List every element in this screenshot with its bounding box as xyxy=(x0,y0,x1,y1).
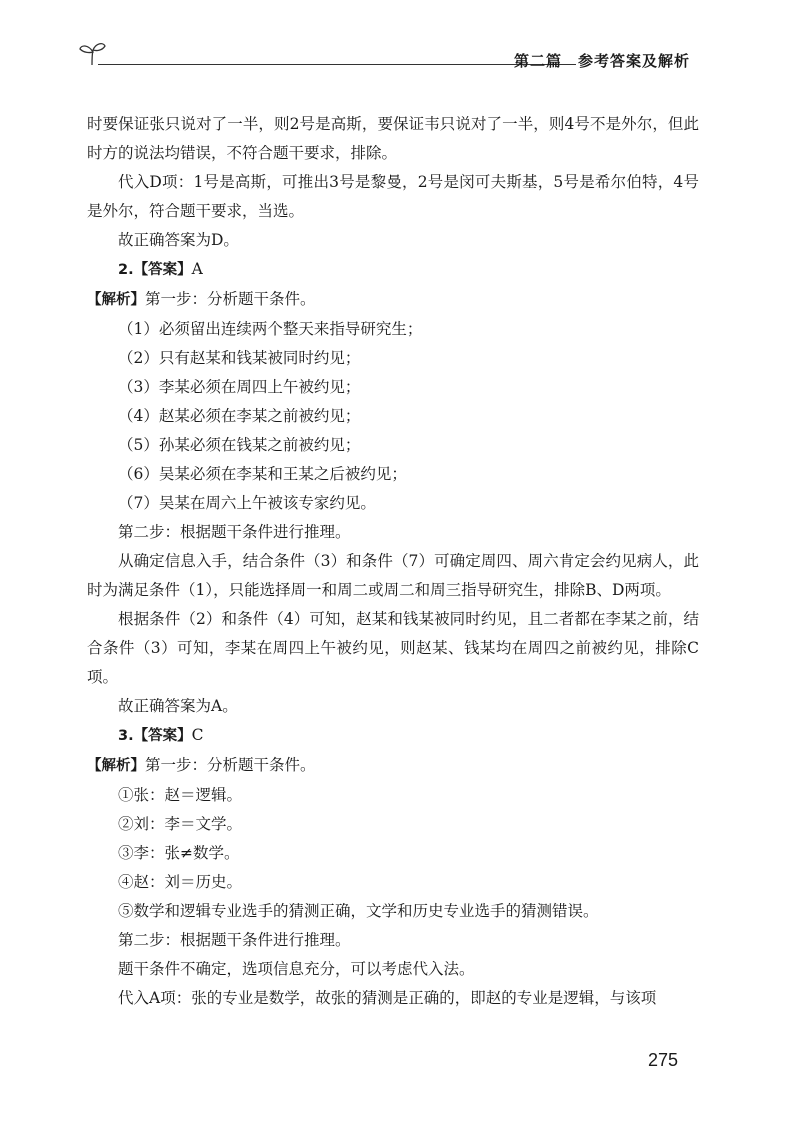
paragraph xyxy=(87,781,699,810)
answer-tag: 2.【答案】 xyxy=(118,262,192,278)
paragraph-text: 代入A项：张的专业是数学，故张的猜测是正确的，即赵的专业是逻辑，与该项 xyxy=(118,989,657,1007)
paragraph xyxy=(87,402,699,431)
paragraph-text: 第二步：根据题干条件进行推理。 xyxy=(118,931,351,949)
paragraph xyxy=(87,431,699,460)
paragraph-text: 根据条件（2）和条件（4）可知，赵某和钱某被同时约见，且二者都在李某之前，结合条件（3）可知，李某在周四上午被约见，则赵某、钱某均在周四之前被约见，排除C项。 xyxy=(87,610,699,686)
paragraph xyxy=(87,255,699,285)
paragraph xyxy=(87,110,699,168)
page-number: 275 xyxy=(648,1050,679,1070)
paragraph xyxy=(87,897,699,926)
paragraph-text: （4）赵某必须在李某之前被约见； xyxy=(118,407,361,425)
paragraph-text: ①张：赵＝逻辑。 xyxy=(118,786,243,804)
paragraph-text: ③李：张≠数学。 xyxy=(118,844,240,862)
paragraph xyxy=(87,168,699,226)
paragraph xyxy=(87,344,699,373)
answer-tag: 【解析】 xyxy=(87,758,145,774)
paragraph-text: A xyxy=(191,260,203,278)
paragraph xyxy=(87,868,699,897)
paragraph xyxy=(87,547,699,605)
paragraph-text: （2）只有赵某和钱某被同时约见； xyxy=(118,349,361,367)
paragraph xyxy=(87,721,699,751)
paragraph xyxy=(87,810,699,839)
header-rule xyxy=(98,64,576,65)
paragraph-text: 故正确答案为A。 xyxy=(118,697,238,715)
paragraph xyxy=(87,692,699,721)
paragraph-text: ②刘：李＝文学。 xyxy=(118,815,243,833)
paragraph xyxy=(87,926,699,955)
paragraph xyxy=(87,315,699,344)
paragraph xyxy=(87,751,699,781)
running-header xyxy=(78,38,690,72)
paragraph-text: 第二步：根据题干条件进行推理。 xyxy=(118,523,351,541)
paragraph-text: ⑤数学和逻辑专业选手的猜测正确，文学和历史专业选手的猜测错误。 xyxy=(118,902,599,920)
paragraph xyxy=(87,984,699,1013)
paragraph-text: 故正确答案为D。 xyxy=(118,231,239,249)
paragraph-text: （5）孙某必须在钱某之前被约见； xyxy=(118,436,361,454)
paragraph-text: C xyxy=(191,726,204,744)
paragraph-text: （7）吴某在周六上午被该专家约见。 xyxy=(118,494,376,512)
paragraph-text: 第一步：分析题干条件。 xyxy=(145,756,316,774)
paragraph-text: 代入D项：1号是高斯，可推出3号是黎曼，2号是闵可夫斯基，5号是希尔伯特，4号是外尔，符合题干要求，当选。 xyxy=(87,173,699,220)
paragraph-text: 时要保证张只说对了一半，则2号是高斯，要保证韦只说对了一半，则4号不是外尔，但此时方的说法均错误，不符合题干要求，排除。 xyxy=(87,115,699,162)
paragraph xyxy=(87,285,699,315)
paragraph xyxy=(87,839,699,868)
paragraph xyxy=(87,955,699,984)
paragraph-text: （3）李某必须在周四上午被约见； xyxy=(118,378,361,396)
answer-tag: 【解析】 xyxy=(87,292,145,308)
paragraph-text: 从确定信息入手，结合条件（3）和条件（7）可确定周四、周六肯定会约见病人，此时为满足条件（1），只能选择周一和周二或周二和周三指导研究生，排除B、D两项。 xyxy=(87,552,699,599)
paragraph xyxy=(87,373,699,402)
paragraph-text: ④赵：刘＝历史。 xyxy=(118,873,243,891)
paragraph xyxy=(87,226,699,255)
paragraph xyxy=(87,518,699,547)
answer-tag: 3.【答案】 xyxy=(118,728,192,744)
page-body xyxy=(87,110,699,1013)
header-title: 第二篇 参考答案及解析 xyxy=(513,52,690,70)
sprout-icon xyxy=(78,40,108,66)
paragraph-text: （1）必须留出连续两个整天来指导研究生； xyxy=(118,320,423,338)
paragraph xyxy=(87,605,699,692)
paragraph xyxy=(87,489,699,518)
paragraph xyxy=(87,460,699,489)
paragraph-text: 第一步：分析题干条件。 xyxy=(145,290,316,308)
paragraph-text: （6）吴某必须在李某和王某之后被约见； xyxy=(118,465,407,483)
paragraph-text: 题干条件不确定，选项信息充分，可以考虑代入法。 xyxy=(118,960,475,978)
